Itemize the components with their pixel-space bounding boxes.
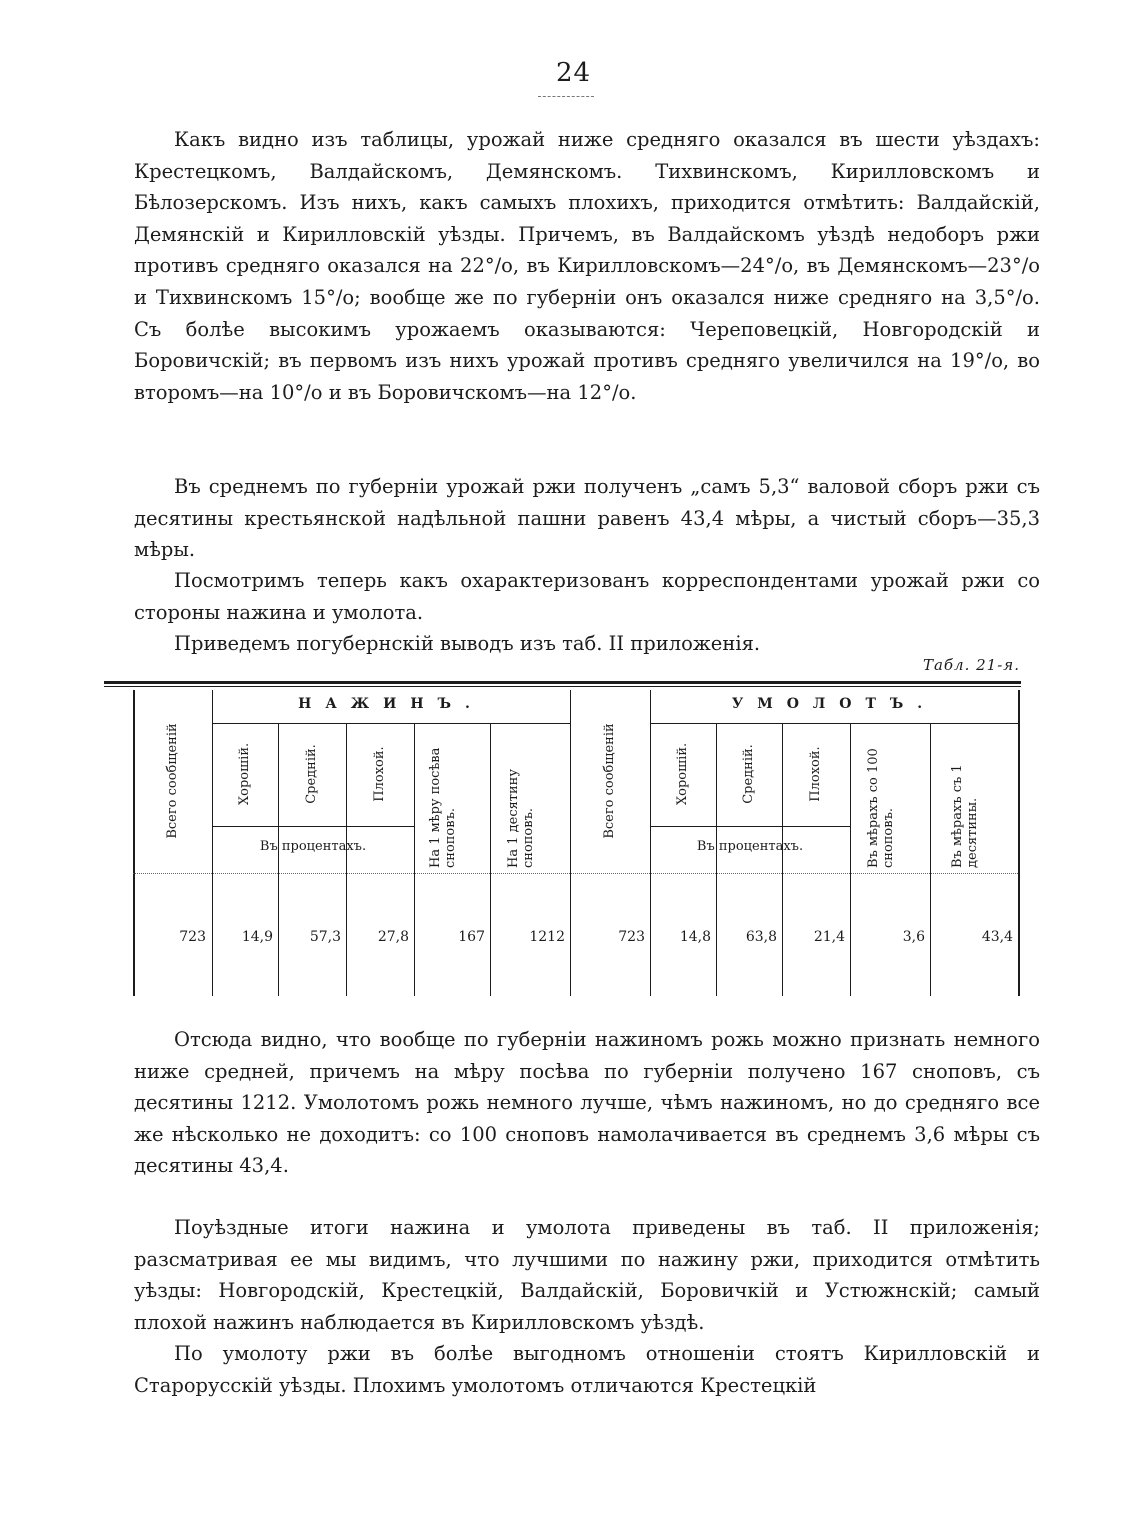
col-divider [278,724,279,996]
col-divider [716,724,717,996]
header-bottom-rule [133,873,1018,874]
table-cell: 14,9 [241,929,273,945]
table-left-border [133,690,135,996]
table-top-rule [104,681,1021,684]
table-cell: 723 [179,929,206,945]
header-umolot-good: Хорошій. [675,742,690,806]
umolot-pct-rule [650,826,850,827]
nazhin-group-rule [212,723,570,724]
page-number: 24 [555,58,592,88]
table-cell: 57,3 [309,929,341,945]
table-top-rule-thin [104,686,1021,687]
paragraph-table-intro: Приведемъ погубернскій выводъ изъ таб. II приложенія. [174,632,761,655]
table-cell: 43,4 [981,929,1013,945]
col-divider [782,724,783,996]
header-nazhin-pct: Въ процентахъ. [259,839,367,854]
nazhin-header: НАЖИНЪ. [298,696,484,712]
table-cell: 167 [458,929,485,945]
col-divider [930,724,931,996]
col-divider [570,690,571,996]
paragraph-conclusion: Отсюда видно, что вообще по губерніи нажиномъ рожь можно признать немного ниже средней, причемъ на мѣру посѣва по губерніи получено 167 сноповъ, съ десятины 1212. Умолотомъ рожь немного лучше, чѣмъ нажиномъ, но до средняго все же нѣсколько не доходитъ: со 100 сноповъ намолачивается въ среднемъ 3,6 мѣры съ десятины 43,4. [134,1028,1040,1178]
paragraph-average-yield: Въ среднемъ по губерніи урожай ржи полученъ „самъ 5,3“ валовой сборъ ржи съ десятины крестьянской надѣльной пашни равенъ 43,4 мѣры, а чистый сборъ—35,3 мѣры. [134,475,1040,562]
header-total-reports-nazhin: Всего сообщеній [165,723,180,839]
header-umolot-pct: Въ процентахъ. [696,839,804,854]
header-nazhin-medium: Средній. [304,744,319,804]
table-cell: 14,8 [679,929,711,945]
paragraph-district-nazhin: Поуѣздные итоги нажина и умолота приведены въ таб. II приложенія; разсматривая ее мы видимъ, что лучшими по нажину ржи, приходится отмѣтить уѣзды: Новгородскій, Крестецкій, Валдайскій, Боровичкій и Устюжнскій; самый плохой нажинъ наблюдается въ Кирилловскомъ уѣздѣ. [134,1216,1040,1334]
col-divider [850,724,851,996]
header-nazhin-per-desyatina: На 1 десятину сноповъ. [506,769,536,868]
header-umolot-bad: Плохой. [808,746,823,802]
header-nazhin-per-measure: На 1 мѣру посѣва сноповъ. [428,747,458,868]
nazhin-pct-rule [212,826,414,827]
col-divider [346,724,347,996]
header-nazhin-bad: Плохой. [372,746,387,802]
header-total-reports-umolot: Всего сообщеній [602,723,617,839]
header-umolot-medium: Средній. [741,744,756,804]
page-number-rule [538,96,594,97]
table-cell: 1212 [529,929,565,945]
paragraph-yield-overview: Какъ видно изъ таблицы, урожай ниже средняго оказался въ шести уѣздахъ: Крестецкомъ, Валдайскомъ, Демянскомъ. Тихвинскомъ, Кирилловскомъ и Бѣлозерскомъ. Изъ нихъ, какъ самыхъ плохихъ, приходится отмѣтить: Валдайскій, Демянскій и Кирилловскій уѣзды. Причемъ, въ Валдайскомъ уѣздѣ недоборъ ржи противъ средняго оказался на 22°/о, въ Кирилловскомъ—24°/о, въ Демянскомъ—23°/о и Тихвинскомъ 15°/о; вообще же по губерніи онъ оказался ниже средняго на 3,5°/о. Съ болѣе высокимъ урожаемъ оказываются: Череповецкій, Новгородскій и Боровичскій; въ первомъ изъ нихъ урожай противъ средняго увеличился на 19°/о, во второмъ—на 10°/о и въ Боровичскомъ—на 12°/о. [134,128,1040,404]
table-cell: 21,4 [813,929,845,945]
table-cell: 63,8 [745,929,777,945]
paragraph-district-umolot: По умолоту ржи въ болѣе выгодномъ отношеніи стоятъ Кирилловскій и Старорусскій уѣзды. Плохимъ умолотомъ отличаются Крестецкій [134,1342,1040,1397]
table-right-border [1018,690,1020,996]
col-divider [490,724,491,996]
table-cell: 3,6 [902,929,925,945]
paragraph-correspondents: Посмотримъ теперь какъ охарактеризованъ корреспондентами урожай ржи со стороны нажина и умолота. [134,569,1040,624]
umolot-header: УМОЛОТЪ. [731,696,937,712]
header-umolot-per-100: Въ мѣрахъ со 100 сноповъ. [866,748,896,868]
col-divider [414,724,415,996]
table-cell: 723 [618,929,645,945]
header-nazhin-good: Хорошій. [237,742,252,806]
header-umolot-per-desyatina: Въ мѣрахъ съ 1 десятины. [950,764,980,868]
umolot-group-rule [650,723,1018,724]
table-cell: 27,8 [377,929,409,945]
table-label: Табл. 21-я. [922,656,1020,674]
